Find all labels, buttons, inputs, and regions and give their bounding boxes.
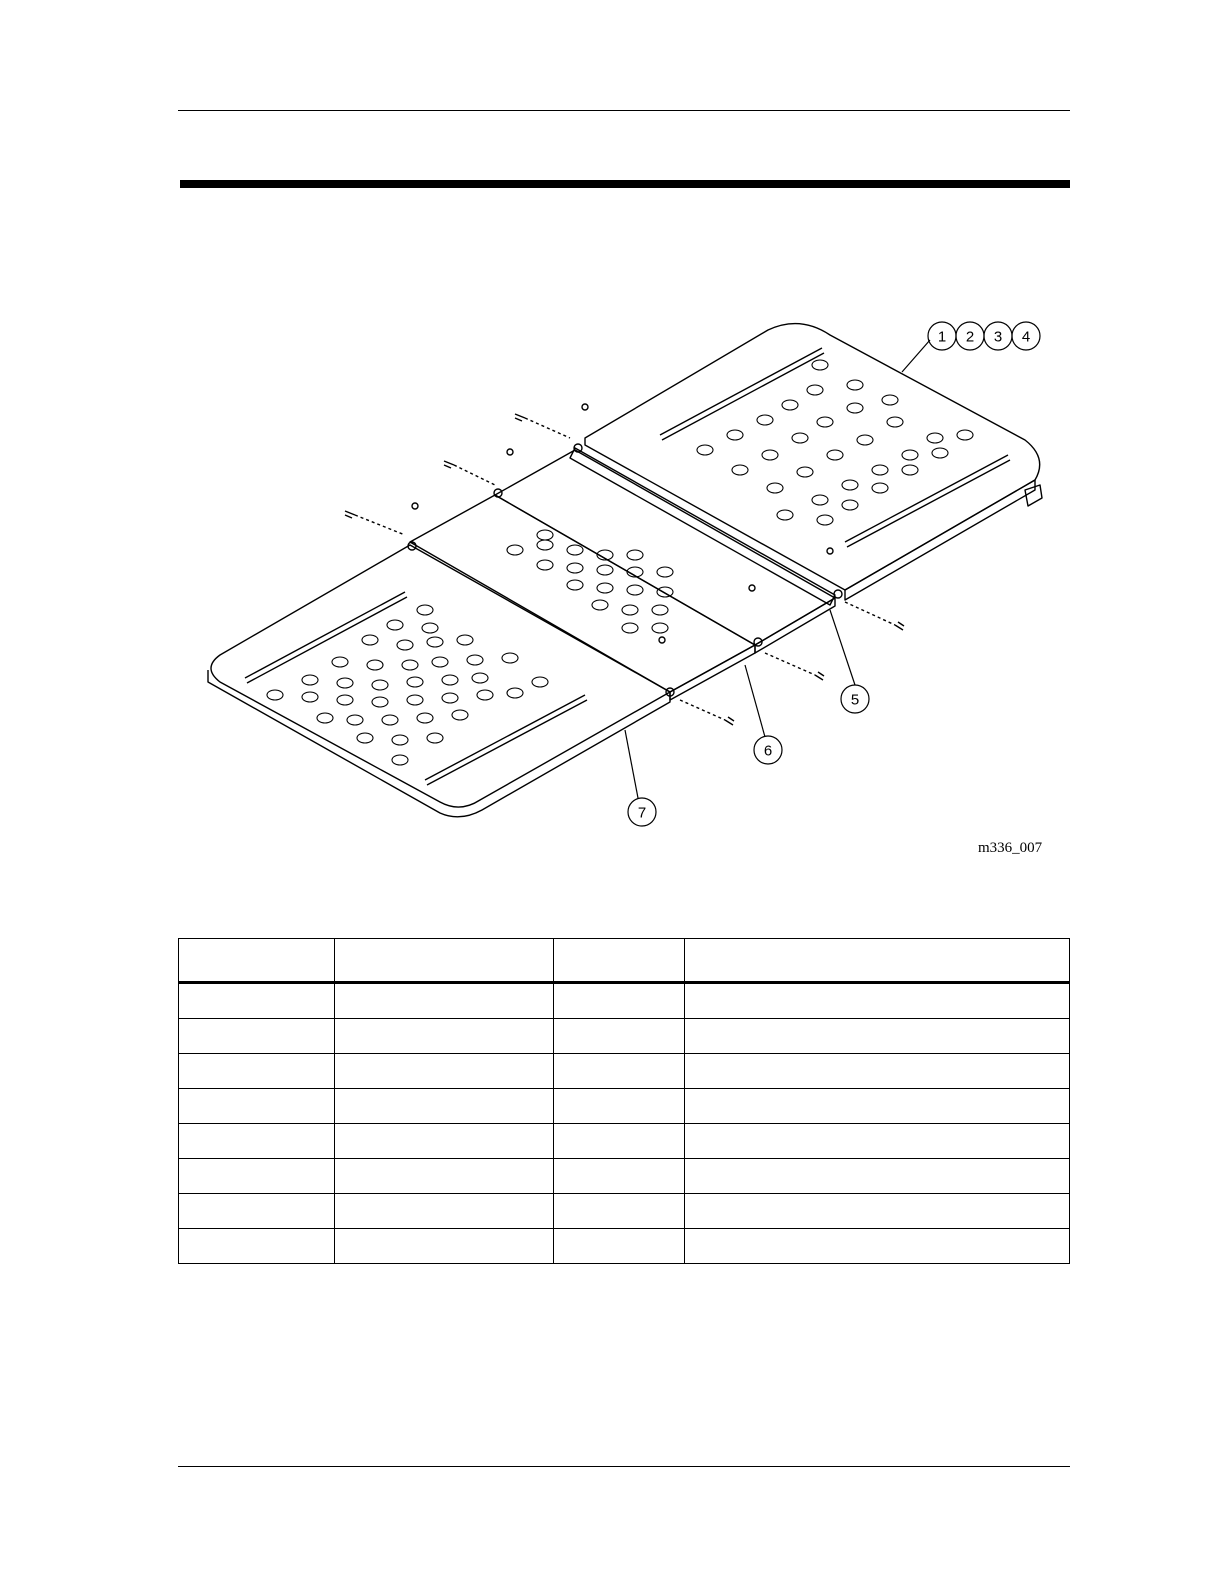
left-panel: [211, 545, 670, 807]
table-cell: [554, 1054, 685, 1089]
table-cell: [179, 1089, 335, 1124]
table-row: [179, 983, 1070, 1019]
table-cell: [685, 1194, 1070, 1229]
callout-6-label: 6: [763, 742, 773, 760]
table-cell: [554, 1089, 685, 1124]
table-cell: [554, 1019, 685, 1054]
figure-id-label: m336_007: [978, 840, 1043, 856]
table-row: [179, 1019, 1070, 1054]
table-row: [179, 1194, 1070, 1229]
table-cell: [179, 1019, 335, 1054]
table-cell: [685, 1054, 1070, 1089]
table-cell: [179, 1194, 335, 1229]
table-cell: [335, 1124, 554, 1159]
callout-1-label: 1: [937, 328, 947, 346]
table-cell: [179, 1124, 335, 1159]
table-row: [179, 1159, 1070, 1194]
table-cell: [685, 1089, 1070, 1124]
table-cell: [335, 1159, 554, 1194]
callout-2-label: 2: [965, 328, 975, 346]
table-cell: [554, 1124, 685, 1159]
header-rule: [178, 110, 1070, 111]
table-cell: [685, 1124, 1070, 1159]
header-cell: [554, 939, 685, 983]
callout-3-label: 3: [993, 328, 1003, 346]
table-cell: [335, 1229, 554, 1264]
table-cell: [335, 983, 554, 1019]
table-cell: [335, 1054, 554, 1089]
table-cell: [179, 1054, 335, 1089]
table-cell: [554, 1159, 685, 1194]
table-header-row: [179, 939, 1070, 983]
table-row: [179, 1229, 1070, 1264]
table-row: [179, 1054, 1070, 1089]
table-cell: [335, 1194, 554, 1229]
header-cell: [685, 939, 1070, 983]
table-cell: [685, 1229, 1070, 1264]
callout-7-label: 7: [637, 804, 647, 822]
table-cell: [685, 983, 1070, 1019]
table-cell: [179, 1159, 335, 1194]
middle-panel-lower: [410, 495, 755, 692]
table-cell: [179, 983, 335, 1019]
table-cell: [179, 1229, 335, 1264]
parts-list-table: [178, 938, 1070, 1264]
section-title-bar: [180, 180, 1070, 188]
callout-4-label: 4: [1021, 328, 1031, 346]
table-cell: [554, 983, 685, 1019]
panel-holes: [267, 360, 973, 765]
table-cell: [685, 1019, 1070, 1054]
table-cell: [554, 1229, 685, 1264]
table-cell: [335, 1019, 554, 1054]
table-cell: [685, 1159, 1070, 1194]
table-row: [179, 1089, 1070, 1124]
callout-5-label: 5: [850, 691, 860, 709]
middle-panel: [495, 450, 835, 645]
table-row: [179, 1124, 1070, 1159]
footer-rule: [178, 1466, 1070, 1467]
header-cell: [179, 939, 335, 983]
table-cell: [335, 1089, 554, 1124]
table-cell: [554, 1194, 685, 1229]
header-cell: [335, 939, 554, 983]
exploded-parts-diagram: [190, 310, 1070, 870]
